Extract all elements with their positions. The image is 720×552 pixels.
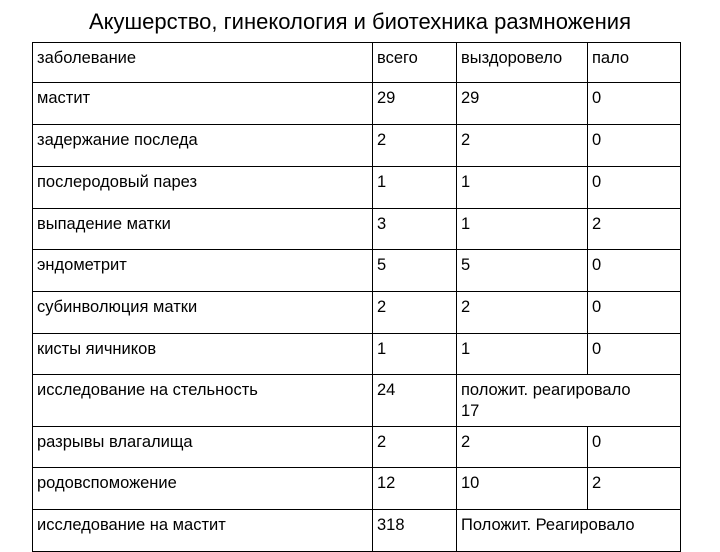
cell-total: 3 [373, 209, 457, 250]
cell-disease: родовспоможение [33, 468, 373, 510]
cell-total: 5 [373, 250, 457, 292]
note-text: положит. реагировало 17 [461, 381, 631, 420]
cell-disease: исследование на мастит [33, 510, 373, 552]
cell-total: 2 [373, 427, 457, 468]
table-row [33, 167, 681, 209]
cell-total: 1 [373, 167, 457, 209]
cell-recovered: 2 [457, 427, 588, 468]
table-row [33, 510, 681, 552]
table-row [33, 375, 681, 427]
cell-recovered: 2 [457, 125, 588, 167]
table-row [33, 292, 681, 334]
header-died: пало [588, 43, 681, 83]
cell-total: 2 [373, 125, 457, 167]
cell-disease: кисты яичников [33, 334, 373, 375]
cell-died: 0 [588, 292, 681, 334]
page-title: Акушерство, гинекология и биотехника размножения [88, 9, 632, 34]
cell-died: 0 [588, 83, 681, 125]
cell-disease: послеродовый парез [33, 167, 373, 209]
header-disease: заболевание [33, 43, 373, 83]
cell-recovered: 1 [457, 167, 588, 209]
cell-recovered: 29 [457, 83, 588, 125]
table-row [33, 468, 681, 510]
cell-recovered: 5 [457, 250, 588, 292]
cell-disease: задержание последа [33, 125, 373, 167]
cell-total: 24 [373, 375, 457, 427]
table-row [33, 427, 681, 468]
cell-note: Положит. Реагировало [457, 510, 681, 552]
cell-disease: мастит [33, 83, 373, 125]
cell-note [457, 375, 681, 427]
cell-recovered: 1 [457, 334, 588, 375]
table-header-row [33, 43, 681, 83]
cell-total: 2 [373, 292, 457, 334]
table-row [33, 250, 681, 292]
cell-total: 12 [373, 468, 457, 510]
cell-recovered: 2 [457, 292, 588, 334]
cell-disease: эндометрит [33, 250, 373, 292]
cell-died: 2 [588, 209, 681, 250]
header-total: всего [373, 43, 457, 83]
cell-recovered: 1 [457, 209, 588, 250]
table-row [33, 334, 681, 375]
cell-recovered: 10 [457, 468, 588, 510]
cell-died: 2 [588, 468, 681, 510]
cell-died: 0 [588, 167, 681, 209]
cell-died: 0 [588, 427, 681, 468]
cell-total: 1 [373, 334, 457, 375]
table-row [33, 209, 681, 250]
cell-disease: выпадение матки [33, 209, 373, 250]
cell-died: 0 [588, 250, 681, 292]
cell-total: 318 [373, 510, 457, 552]
header-recovered: выздоровело [457, 43, 588, 83]
disease-table [32, 42, 681, 552]
cell-disease: исследование на стельность [33, 375, 373, 427]
cell-disease: разрывы влагалища [33, 427, 373, 468]
table-row [33, 125, 681, 167]
table-row [33, 83, 681, 125]
cell-disease: субинволюция матки [33, 292, 373, 334]
cell-died: 0 [588, 334, 681, 375]
cell-total: 29 [373, 83, 457, 125]
cell-died: 0 [588, 125, 681, 167]
